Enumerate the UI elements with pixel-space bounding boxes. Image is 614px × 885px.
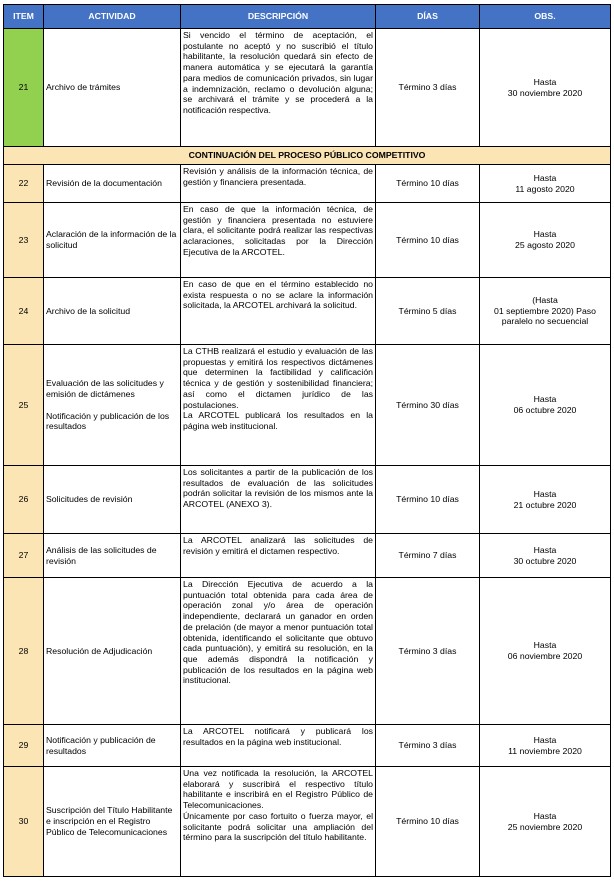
table-row-24 xyxy=(4,278,611,345)
descripcion-cell xyxy=(181,767,376,877)
obs-line-1: (Hasta xyxy=(532,294,558,305)
actividad-cell: Notificación y publicación de resultados xyxy=(44,725,181,767)
table-row-30 xyxy=(4,767,611,877)
schedule-table xyxy=(3,4,611,877)
obs-line-1: Hasta xyxy=(533,734,557,745)
obs-line-1: Hasta xyxy=(533,544,557,555)
descripcion-cell: Los solicitantes a partir de la publicación de los resultados de evaluación de las solicitudes podrán solicitar la revisión de los mismos ante la ARCOTEL (ANEXO 3). xyxy=(181,466,376,534)
actividad-cell xyxy=(44,345,181,466)
table-row-29 xyxy=(4,725,611,767)
obs-line-2: 25 noviembre 2020 xyxy=(507,821,583,832)
dias-cell: Término 30 días xyxy=(376,345,480,466)
obs-cell xyxy=(480,278,611,345)
dias-cell: Término 7 días xyxy=(376,534,480,578)
table-row-25 xyxy=(4,345,611,466)
descripcion-cell: Si vencido el término de aceptación, el postulante no aceptó y no suscribió el título habilitante, la resolución quedará sin efecto de manera automática y se ejecutará la garantía para medios de comunicación privados, sin lugar a indemnización, reclamo o devolución alguna; se archivará el trámite y se procederá a la notificación respectiva. xyxy=(181,29,376,147)
descripcion-cell: En caso de que en el término establecido no exista respuesta o no se aclare la información solicitada, la ARCOTEL archivará la solicitud. xyxy=(181,278,376,345)
descripcion-cell: La Dirección Ejecutiva de acuerdo a la puntuación total obtenida para cada área de operación zonal y/o área de operación independiente, declarará un ganador en orden de prelación (de mayor a menor puntuación total obtenida, identificando el solicitante que obtuvo cada puntuación), y emitirá su resolución, en la que además dispondrá la notificación y publicación de los resultados en la página web institucional. xyxy=(181,578,376,725)
item-number: 26 xyxy=(4,466,44,534)
dias-cell: Término 10 días xyxy=(376,165,480,203)
actividad-cell: Análisis de las solicitudes de revisión xyxy=(44,534,181,578)
actividad-cell: Archivo de la solicitud xyxy=(44,278,181,345)
dias-cell: Término 10 días xyxy=(376,203,480,278)
obs-cell xyxy=(480,345,611,466)
descripcion-cell: La ARCOTEL notificará y publicará los resultados en la página web institucional. xyxy=(181,725,376,767)
actividad-line-2: Notificación y publicación de los resultados xyxy=(46,410,170,432)
actividad-cell: Suscripción del Título Habilitante e inscripción en el Registro Público de Telecomunicaciones xyxy=(44,767,181,877)
obs-line-1: Hasta xyxy=(533,488,557,499)
dias-cell: Término 3 días xyxy=(376,578,480,725)
actividad-cell: Aclaración de la información de la solicitud xyxy=(44,203,181,278)
obs-cell xyxy=(480,165,611,203)
obs-cell xyxy=(480,29,611,147)
obs-line-2: 06 octubre 2020 xyxy=(513,405,577,415)
header-actividad: ACTIVIDAD xyxy=(44,5,181,29)
obs-line-2: 21 octubre 2020 xyxy=(513,499,577,510)
descripcion-part-2: La ARCOTEL publicará los resultados en la página web institucional. xyxy=(183,410,373,431)
obs-line-2: 11 agosto 2020 xyxy=(515,183,575,194)
obs-cell xyxy=(480,725,611,767)
obs-cell xyxy=(480,203,611,278)
item-number: 24 xyxy=(4,278,44,345)
dias-cell: Término 10 días xyxy=(376,466,480,534)
obs-cell xyxy=(480,466,611,534)
dias-cell: Término 10 días xyxy=(376,767,480,877)
header-obs: OBS. xyxy=(480,5,611,29)
obs-line-2: 06 noviembre 2020 xyxy=(507,651,583,661)
item-number: 28 xyxy=(4,578,44,725)
actividad-line-1: Evaluación de las solicitudes y emisión de dictámenes xyxy=(46,378,164,399)
descripcion-cell: La ARCOTEL analizará las solicitudes de revisión y emitirá el dictamen respectivo. xyxy=(181,534,376,578)
header-descripcion: DESCRIPCIÓN xyxy=(181,5,376,29)
actividad-cell: Solicitudes de revisión xyxy=(44,466,181,534)
obs-line-1: Hasta xyxy=(533,640,557,651)
actividad-cell: Resolución de Adjudicación xyxy=(44,578,181,725)
descripcion-part-1: La CTHB realizará el estudio y evaluación de las propuestas y emitirá los respectivos dictámenes que determinen la factibilidad y calificación técnica y de gestión y sostenibilidad financiera; así como el dictamen jurídico de las postulaciones. xyxy=(183,346,373,410)
item-number: 25 xyxy=(4,345,44,466)
obs-line-2: 11 noviembre 2020 xyxy=(508,745,582,756)
item-number: 29 xyxy=(4,725,44,767)
dias-cell: Término 5 días xyxy=(376,278,480,345)
descripcion-cell: En caso de que la información técnica, de gestión y financiera presentada no estuviere clara, el solicitante podrá realizar las respectivas aclaraciones, solicitadas por la Dirección Ejecutiva de la ARCOTEL. xyxy=(181,203,376,278)
actividad-cell: Archivo de trámites xyxy=(44,29,181,147)
descripcion-cell xyxy=(181,345,376,466)
section-title: CONTINUACIÓN DEL PROCESO PÚBLICO COMPETITIVO xyxy=(4,147,611,165)
obs-line-1: Hasta xyxy=(533,394,557,405)
item-number: 21 xyxy=(4,29,44,147)
obs-line-2: 30 noviembre 2020 xyxy=(507,87,583,98)
dias-cell: Término 3 días xyxy=(376,725,480,767)
table-row-23 xyxy=(4,203,611,278)
obs-line-2: 01 septiembre 2020) Paso paralelo no secuencial xyxy=(494,305,596,327)
obs-line-1: Hasta xyxy=(533,810,557,821)
table-row-28 xyxy=(4,578,611,725)
table-row-27 xyxy=(4,534,611,578)
obs-line-2: 30 octubre 2020 xyxy=(513,555,577,566)
actividad-cell: Revisión de la documentación xyxy=(44,165,181,203)
descripcion-part-1: Una vez notificada la resolución, la ARCOTEL elaborará y suscribirá el respectivo título habilitante e inscribirá en el Registro Público de Telecomunicaciones. xyxy=(183,768,373,811)
obs-line-1: Hasta xyxy=(533,229,557,240)
item-number: 22 xyxy=(4,165,44,203)
obs-cell xyxy=(480,534,611,578)
table-row-26 xyxy=(4,466,611,534)
header-item: ITEM xyxy=(4,5,44,29)
section-row xyxy=(4,147,611,165)
table-row-22 xyxy=(4,165,611,203)
header-dias: DÍAS xyxy=(376,5,480,29)
obs-line-1: Hasta xyxy=(533,76,557,87)
descripcion-part-2: Únicamente por caso fortuito o fuerza mayor, el solicitante podrá solicitar una ampliación del término para la suscripción del título habilitante. xyxy=(183,810,373,843)
item-number: 30 xyxy=(4,767,44,877)
obs-cell xyxy=(480,578,611,725)
dias-cell: Término 3 días xyxy=(376,29,480,147)
descripcion-cell: Revisión y análisis de la información técnica, de gestión y financiera presentada. xyxy=(181,165,376,203)
item-number: 27 xyxy=(4,534,44,578)
obs-cell xyxy=(480,767,611,877)
header-row xyxy=(4,5,611,29)
item-number: 23 xyxy=(4,203,44,278)
table-row-21 xyxy=(4,29,611,147)
obs-line-2: 25 agosto 2020 xyxy=(515,240,575,250)
obs-line-1: Hasta xyxy=(533,172,557,183)
